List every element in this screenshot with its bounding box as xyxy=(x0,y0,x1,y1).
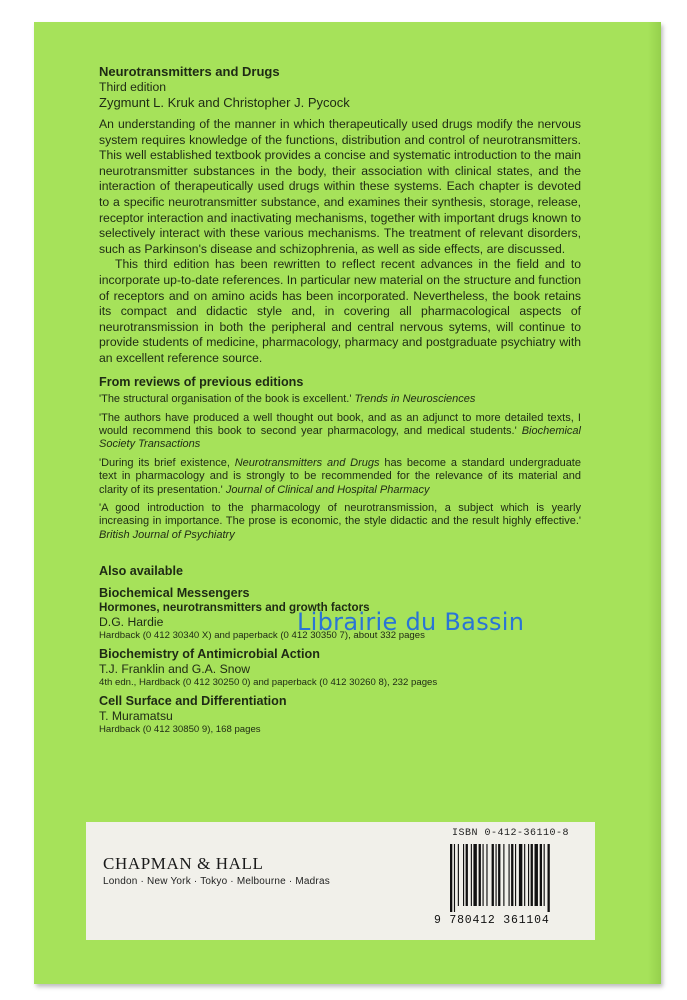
review-text: 'The structural organisation of the book is excellent.' xyxy=(99,393,352,406)
book-listing-author: T.J. Franklin and G.A. Snow xyxy=(99,661,251,676)
review-source: British Journal of Psychiatry xyxy=(99,528,235,541)
book-listing-title: Biochemistry of Antimicrobial Action xyxy=(99,646,320,661)
description-paragraph-1: An understanding of the manner in which therapeutically used drugs modify the nervous system requires knowledge of the functions, distribution and control of neurotransmitters. This well established textbook provides a concise and systematic introduction to the main neurotransmitter substances in the body, their association with clinical states, and the interaction of therapeutically used drugs within these systems. Each chapter is devoted to a specific neurotransmitter substance, and examines their synthesis, storage, release, receptor interaction and inactivating mechanisms, together with important drugs known to selectively interact with these various mechanisms. The treatment of relevant disorders, such as Parkinson's disease and schizophrenia, as well as side effects, are discussed. xyxy=(99,117,581,256)
reviews-heading: From reviews of previous editions xyxy=(99,374,304,389)
also-available-book xyxy=(99,647,581,689)
publisher-name: CHAPMAN & HALL xyxy=(103,854,264,873)
review-text: 'During its brief existence, xyxy=(99,456,235,469)
review-text: 'The authors have produced a well thought out book, and as an adjunct to more detailed texts, I would recommend this book to second year pharmacology, and medical students.' xyxy=(99,411,581,437)
review-source: Biochemical Society Transactions xyxy=(99,424,581,451)
book-listing-info: Hardback (0 412 30850 9), 168 pages xyxy=(99,723,261,735)
description-paragraph-2: This third edition has been rewritten to reflect recent advances in the field and to incorporate up-to-date references. In particular new material on the structure and function of receptors and on amino acids has been incorporated. Nevertheless, the book retains its compact and didactic style and, in covering all pharmacological aspects of neurotransmission in both the peripheral and central nervous sytems, will continue to provide students of medicine, pharmacology, pharmacy and postgraduate psychiatry with an excellent reference source. xyxy=(99,257,581,365)
also-available-heading: Also available xyxy=(99,564,183,579)
book-listing-author: D.G. Hardie xyxy=(99,614,164,629)
review-text: has become a standard undergraduate text in pharmacology and is strongly to be recommended for the relevance of its material and clarity of its presentation.' xyxy=(99,456,581,496)
isbn-label: ISBN 0-412-36110-8 xyxy=(452,828,570,839)
book-title: Neurotransmitters and Drugs xyxy=(99,64,280,79)
review-source: Trends in Neurosciences xyxy=(354,393,476,406)
also-available-book xyxy=(99,694,581,736)
book-listing-subtitle: Hormones, neurotransmitters and growth factors xyxy=(99,600,370,614)
review-item xyxy=(99,502,581,542)
book-edition: Third edition xyxy=(99,80,167,94)
book-listing-author: T. Muramatsu xyxy=(99,708,173,723)
review-book-title: Neurotransmitters and Drugs xyxy=(234,456,380,469)
book-listing-title: Biochemical Messengers xyxy=(99,585,250,600)
review-source: Journal of Clinical and Hospital Pharmacy xyxy=(225,483,430,496)
publisher-cities: London · New York · Tokyo · Melbourne · Madras xyxy=(103,876,330,887)
book-listing-info: 4th edn., Hardback (0 412 30250 0) and paperback (0 412 30260 8), 232 pages xyxy=(99,676,438,688)
book-listing-info: Hardback (0 412 30340 X) and paperback (0 412 30350 7), about 332 pages xyxy=(99,629,425,641)
cover-text xyxy=(99,64,581,741)
cover-edge xyxy=(648,22,661,984)
bookseller-stamp: Librairie du Bassin xyxy=(297,608,525,636)
review-item xyxy=(99,393,581,406)
book-listing-title: Cell Surface and Differentiation xyxy=(99,693,287,708)
review-text: 'A good introduction to the pharmacology of neurotransmission, a subject which is yearly increasing in importance. The prose is economic, the style didactic and the result highly effective.' xyxy=(99,501,581,528)
review-item xyxy=(99,457,581,497)
barcode-number: 9 780412 361104 xyxy=(434,914,550,927)
review-item xyxy=(99,412,581,452)
barcode-icon xyxy=(448,844,586,914)
book-authors: Zygmunt L. Kruk and Christopher J. Pycock xyxy=(99,95,350,110)
